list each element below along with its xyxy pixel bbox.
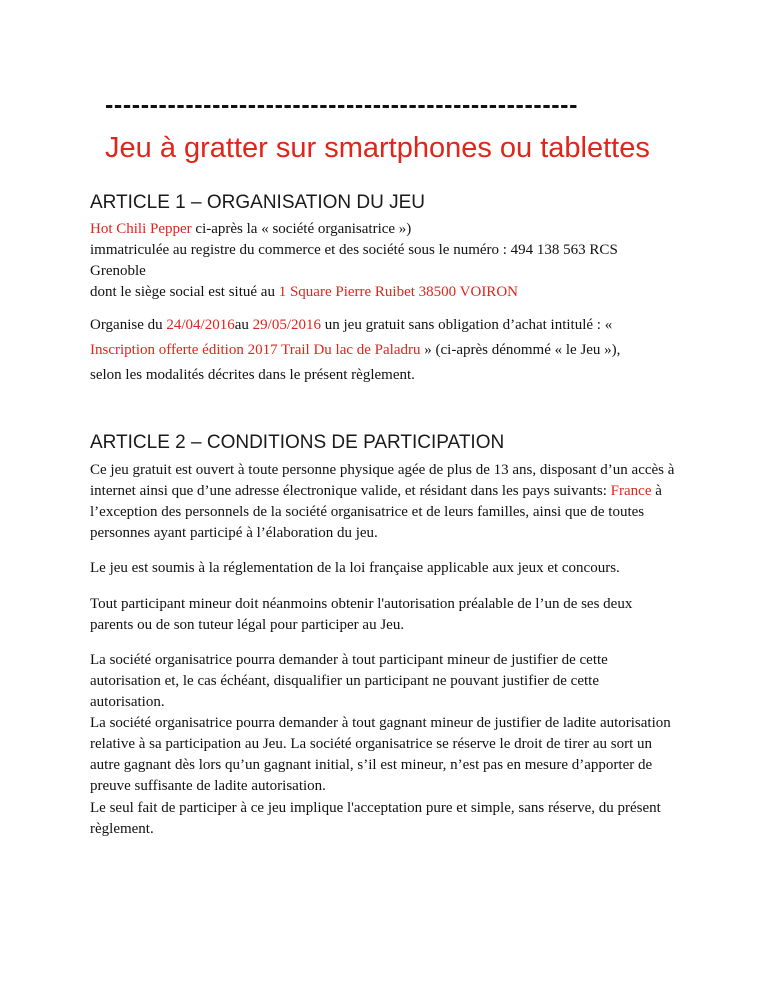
organizer-name: Hot Chili Pepper [90,221,192,237]
article-1-paragraph-1 [90,219,690,303]
article-2-p3-line-2: parents ou de son tuteur légal pour participer au Jeu. [90,617,405,633]
article-1-p2-line-2 [90,338,690,363]
article-2-p4-line-4: La société organisatrice pourra demander à tout gagnant mineur de justifier de ladite autorisation [90,715,671,731]
end-date: 29/05/2016 [252,317,321,333]
article-2-paragraph-4 [90,650,690,797]
organizer-address: 1 Square Pierre Ruibet 38500 VOIRON [278,284,518,300]
document-title: Jeu à gratter sur smartphones ou tablettes [105,132,650,164]
separator-dashes: ----------------------------------------------------- [105,91,579,119]
article-2-p5-line-1: Le seul fait de participer à ce jeu implique l'acceptation pure et simple, sans réserve, du présent [90,800,661,816]
countries-suffix: à [651,483,662,499]
organise-prefix: Organise du [90,317,167,333]
article-2-p1-line-2 [90,481,690,502]
article-2-heading: ARTICLE 2 – CONDITIONS DE PARTICIPATION [90,432,505,453]
article-1-p2-line-1 [90,313,690,338]
article-1-line-2: immatriculée au registre du commerce et des société sous le numéro : 494 138 563 RCS [90,242,618,258]
date-connector: au [234,317,253,333]
article-2-p4-line-2: autorisation et, le cas échéant, disqualifier un participant ne pouvant justifier de cette [90,673,599,689]
article-2-paragraph-3 [90,594,690,636]
article-2-p3-line-1: Tout participant mineur doit néanmoins obtenir l'autorisation préalable de l’un de ses deux [90,596,633,612]
game-name-suffix: » (ci-après dénommé « le Jeu »), [420,342,621,358]
organise-suffix: un jeu gratuit sans obligation d’achat intitulé : « [321,317,613,333]
countries-prefix: internet ainsi que d’une adresse électronique valide, et résidant dans les pays suivants: [90,483,611,499]
organizer-suffix: ci-après la « société organisatrice ») [191,221,412,237]
article-1-heading: ARTICLE 1 – ORGANISATION DU JEU [90,192,426,213]
article-2-p4-line-3: autorisation. [90,694,165,710]
article-2-p2-line-1: Le jeu est soumis à la réglementation de la loi française applicable aux jeux et concours. [90,560,620,576]
article-1-line-3: Grenoble [90,263,146,279]
article-2-p4-line-5: relative à sa participation au Jeu. La société organisatrice se réserve le droit de tirer au sort un [90,736,652,752]
start-date: 24/04/2016 [166,317,235,333]
article-1-line-4 [90,282,690,303]
article-1-paragraph-2 [90,313,690,388]
address-prefix: dont le siège social est situé au [90,284,279,300]
article-2-paragraph-1 [90,460,690,544]
article-1-p2-line-3: selon les modalités décrites dans le présent règlement. [90,367,415,383]
article-2-paragraph-5 [90,798,690,840]
article-2-p4-line-1: La société organisatrice pourra demander à tout participant mineur de justifier de cette [90,652,608,668]
article-2-paragraph-2 [90,558,690,579]
article-2-p4-line-7: preuve suffisante de ladite autorisation. [90,778,326,794]
article-2-p1-line-3: l’exception des personnels de la société organisatrice et de leurs familles, ainsi que de toutes [90,504,645,520]
country-name: France [610,483,652,499]
article-2-p4-line-6: autre gagnant dès lors qu’un gagnant initial, s’il est mineur, n’est pas en mesure d’apporter de [90,757,653,773]
game-name: Inscription offerte édition 2017 Trail Du lac de Paladru [90,342,421,358]
article-1-line-1 [90,219,690,240]
article-2-p1-line-4: personnes ayant participé à l’élaboration du jeu. [90,525,378,541]
article-2-p5-line-2: règlement. [90,821,154,837]
article-2-p1-line-1: Ce jeu gratuit est ouvert à toute personne physique agée de plus de 13 ans, disposant d’un accès à [90,462,675,478]
